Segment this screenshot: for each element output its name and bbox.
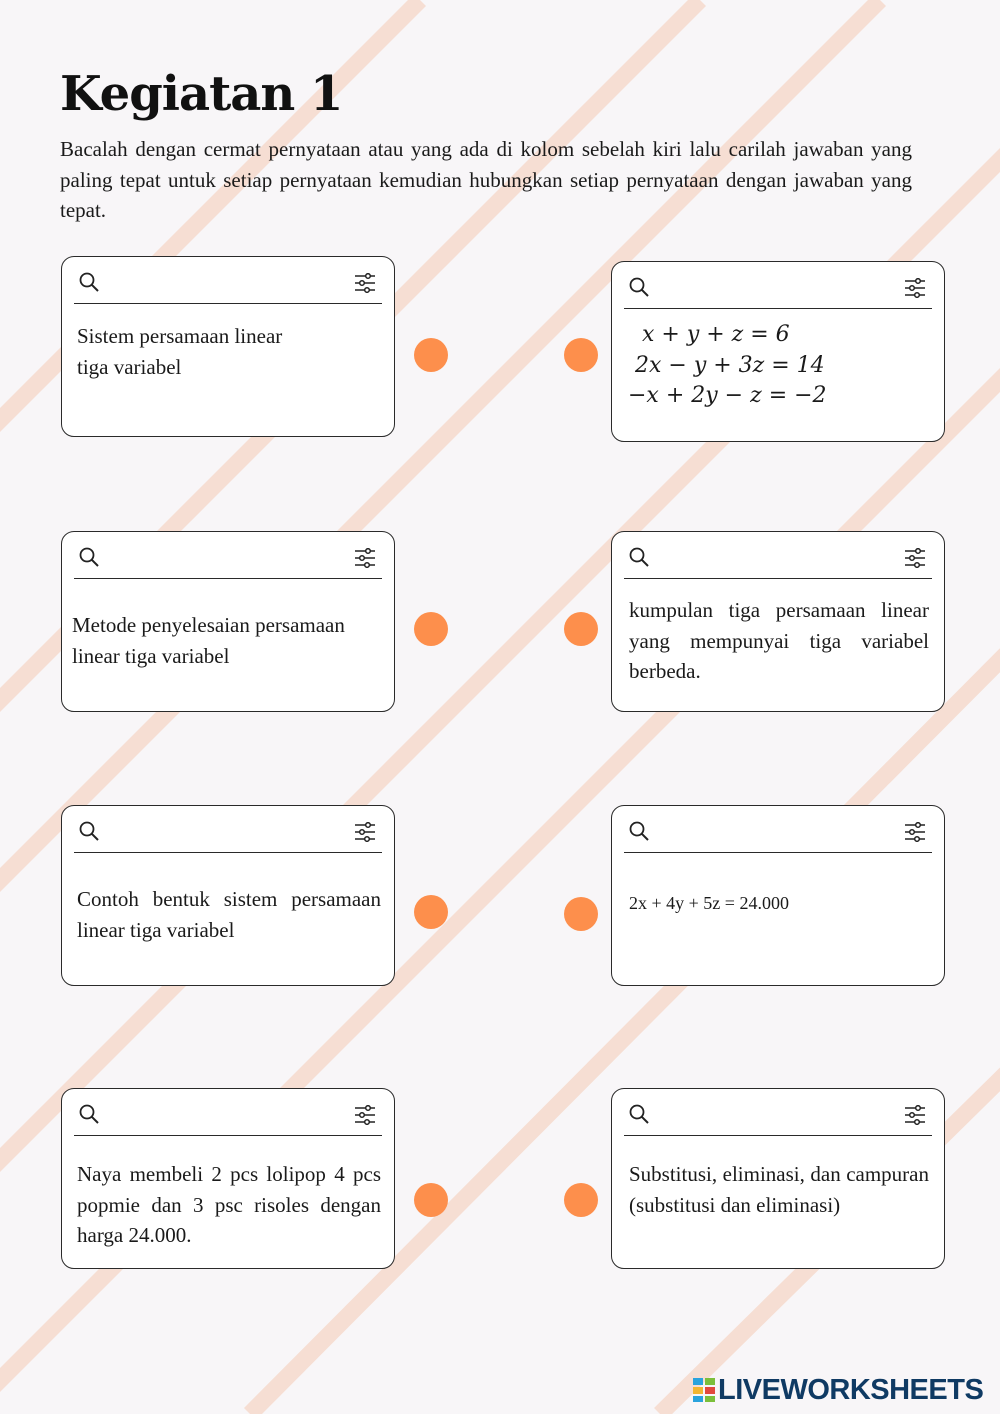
answer-text: Substitusi, eliminasi, dan campuran (substitusi dan eliminasi) [629, 1162, 929, 1217]
answer-card-3 [611, 805, 945, 986]
filter-sliders-icon [354, 548, 376, 568]
page-title: Kegiatan 1 [60, 66, 343, 122]
card-search-bar [74, 806, 382, 853]
equation-line: 2x − y + 3z = 14 [628, 352, 825, 378]
logo-mark-icon [693, 1378, 715, 1402]
match-dot-left-1[interactable] [414, 338, 448, 372]
answer-card-4 [611, 1088, 945, 1269]
search-icon [78, 820, 100, 842]
filter-sliders-icon [354, 1105, 376, 1125]
statement-card-1 [61, 256, 395, 437]
search-icon [628, 546, 650, 568]
statement-card-3 [61, 805, 395, 986]
search-icon [628, 1103, 650, 1125]
card-search-bar [624, 532, 932, 579]
answer-text: 2x + 4y + 5z = 24.000 [629, 893, 789, 913]
equation-line: x + y + z = 6 [628, 322, 790, 347]
equation-system [628, 320, 827, 412]
statement-text: Metode penyelesaian persamaan linear tiga variabel [72, 613, 345, 668]
statement-text: Naya membeli 2 pcs lolipop 4 pcs popmie dan 3 psc risoles dengan harga 24.000. [77, 1162, 381, 1247]
answer-card-2 [611, 531, 945, 712]
answer-card-1 [611, 261, 945, 442]
filter-sliders-icon [904, 548, 926, 568]
search-icon [628, 820, 650, 842]
filter-sliders-icon [904, 1105, 926, 1125]
instructions: Bacalah dengan cermat pernyataan atau yang ada di kolom sebelah kiri lalu carilah jawaban yang paling tepat untuk setiap pernyataan kemudian hubungkan setiap pernyataan dengan jawaban yang tepat. [60, 137, 912, 222]
search-icon [78, 546, 100, 568]
search-icon [78, 1103, 100, 1125]
filter-sliders-icon [354, 822, 376, 842]
card-search-bar [624, 262, 932, 309]
card-search-bar [74, 1089, 382, 1136]
match-dot-right-1[interactable] [564, 338, 598, 372]
statement-card-2 [61, 531, 395, 712]
match-dot-right-3[interactable] [564, 897, 598, 931]
card-search-bar [74, 532, 382, 579]
match-dot-right-4[interactable] [564, 1183, 598, 1217]
answer-text: kumpulan tiga persamaan linear yang mempunyai tiga variabel berbeda. [629, 598, 929, 683]
liveworksheets-logo[interactable] [693, 1373, 983, 1407]
statement-text: Sistem persamaan linear tiga variabel [77, 324, 283, 379]
card-search-bar [624, 1089, 932, 1136]
statement-text: Contoh bentuk sistem persamaan linear tiga variabel [77, 887, 381, 942]
match-dot-left-2[interactable] [414, 612, 448, 646]
match-dot-left-3[interactable] [414, 895, 448, 929]
match-dot-right-2[interactable] [564, 612, 598, 646]
filter-sliders-icon [904, 822, 926, 842]
search-icon [78, 271, 100, 293]
filter-sliders-icon [904, 278, 926, 298]
card-search-bar [624, 806, 932, 853]
equation-line: −x + 2y − z = −2 [628, 383, 827, 408]
search-icon [628, 276, 650, 298]
filter-sliders-icon [354, 273, 376, 293]
match-dot-left-4[interactable] [414, 1183, 448, 1217]
card-search-bar [74, 257, 382, 304]
statement-card-4 [61, 1088, 395, 1269]
logo-text: LIVEWORKSHEETS [718, 1373, 984, 1406]
